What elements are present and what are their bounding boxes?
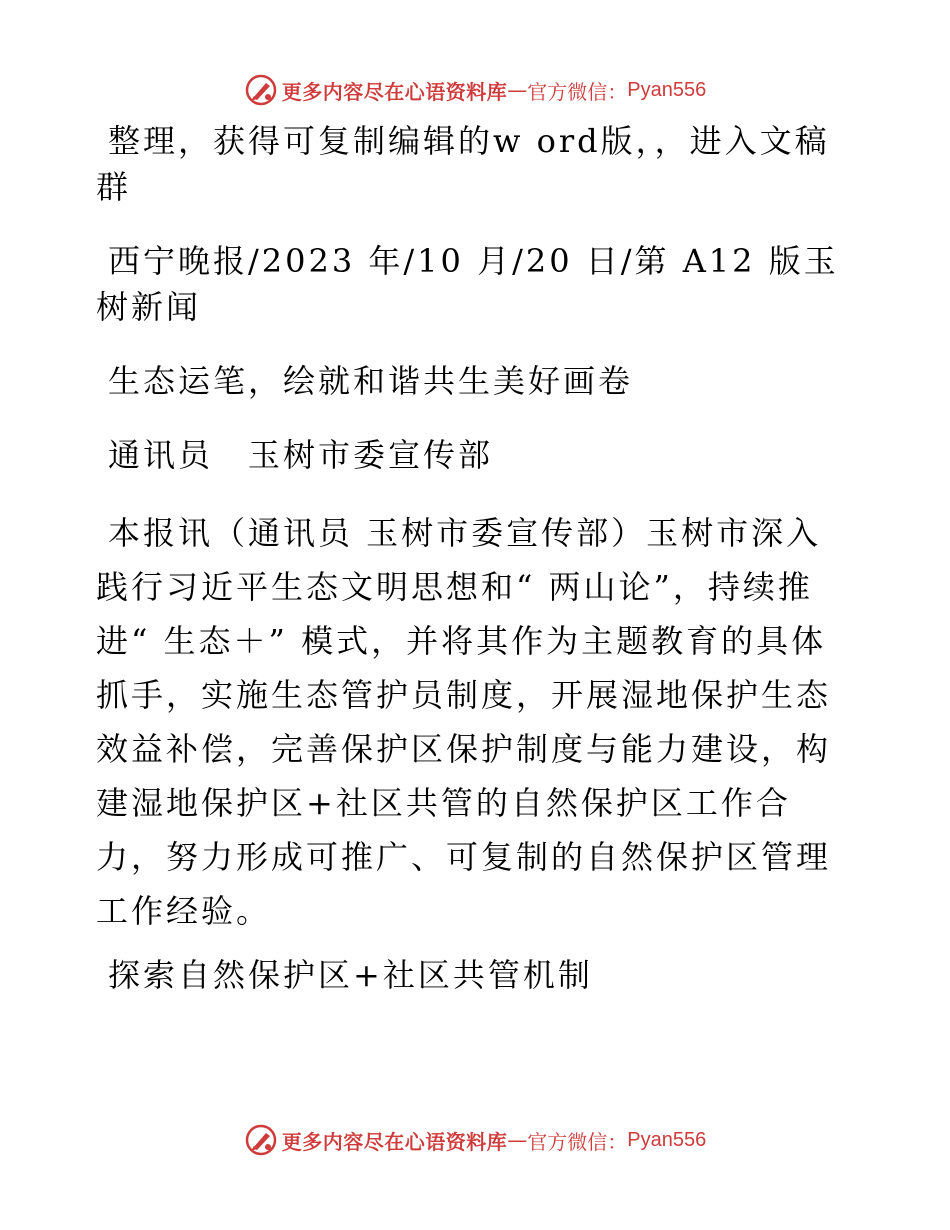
document-body <box>96 118 856 1026</box>
watermark-handle: Pyan556 <box>627 78 707 101</box>
byline: 通讯员 玉树市委宣传部 <box>108 436 494 474</box>
watermark-banner-top <box>0 70 950 110</box>
watermark-dash: — <box>507 78 528 102</box>
headline: 生态运笔，绘就和谐共生美好画卷 <box>108 362 634 400</box>
intro-line: 整理，获得可复制编辑的w ord版，，进入文稿群 <box>96 122 830 206</box>
body-paragraph: 本报讯（通讯员 玉树市委宣传部）玉树市深入践行习近平生态文明思想和“ 两山论”，持续推进“ 生态＋” 模式，并将其作为主题教育的具体抓手，实施生态管护员制度，开展湿地保护生态效益补偿，完善保护区保护制度与能力建设，构建湿地保护区+社区共管的自然保护区工作合力，努力形成可推广、可复制的自然保护区管理工作经验。 <box>96 514 832 930</box>
watermark-dash: — <box>507 1128 528 1152</box>
watermark-handle: Pyan556 <box>627 1128 707 1151</box>
pen-seal-icon <box>244 1123 278 1157</box>
subheading: 探索自然保护区+社区共管机制 <box>108 956 593 994</box>
source-line: 西宁晚报/2023 年/10 月/20 日/第 A12 版玉树新闻 <box>96 242 839 326</box>
watermark-wechat-label: 官方微信： <box>527 1129 628 1154</box>
pen-seal-icon <box>244 73 278 107</box>
watermark-banner-bottom <box>0 1120 950 1160</box>
watermark-brand: 更多内容尽在心语资料库 <box>281 79 508 104</box>
watermark-brand: 更多内容尽在心语资料库 <box>281 1129 508 1154</box>
watermark-wechat-label: 官方微信： <box>527 79 628 104</box>
